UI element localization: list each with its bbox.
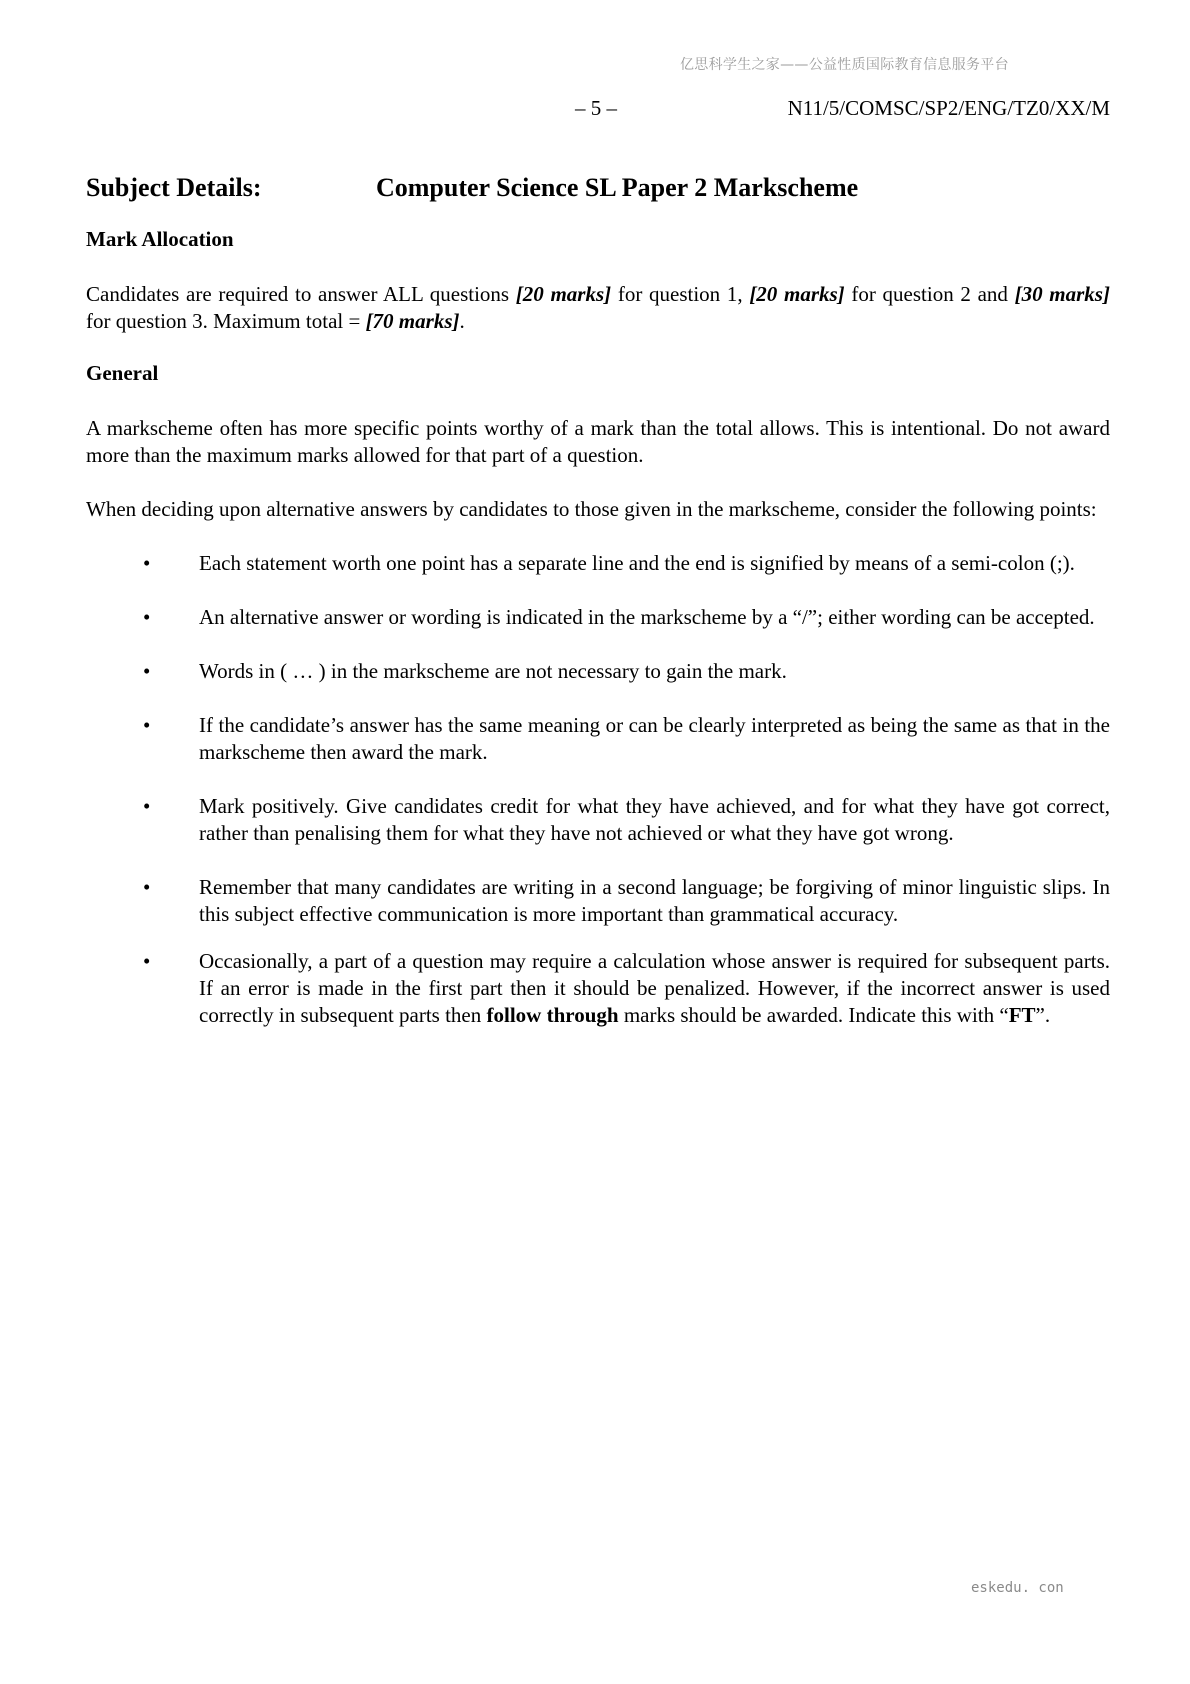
- marks-question-3: [30 marks]: [1014, 282, 1110, 306]
- footer-site-text: eskedu. con: [971, 1580, 1064, 1596]
- bullet-icon: •: [143, 875, 151, 899]
- list-item: [86, 658, 1110, 685]
- mark-allocation-text: for question 3. Maximum total =: [86, 309, 366, 333]
- follow-through-term: follow through: [486, 1003, 619, 1027]
- mark-allocation-text: for question 2 and: [844, 282, 1015, 306]
- list-item-text: An alternative answer or wording is indicated in the markscheme by a “/”; either wording can be accepted.: [199, 605, 1095, 629]
- marks-question-1: [20 marks]: [515, 282, 612, 306]
- page-number: – 5 –: [575, 96, 617, 120]
- list-item-text: Remember that many candidates are writing in a second language; be forgiving of minor linguistic slips. In this subject effective communication is more important than grammatical accuracy.: [199, 875, 1110, 926]
- list-item-text: If the candidate’s answer has the same meaning or can be clearly interpreted as being the same as that in the markscheme then award the mark.: [199, 713, 1110, 764]
- list-item-text: Mark positively. Give candidates credit for what they have achieved, and for what they have got correct, rather than penalising them for what they have not achieved or what they have got wrong.: [199, 794, 1110, 845]
- list-item-text: Each statement worth one point has a separate line and the end is signified by means of a semi-colon (;).: [199, 551, 1075, 575]
- list-item-text-part: marks should be awarded. Indicate this with “: [618, 1003, 1009, 1027]
- bullet-icon: •: [143, 551, 151, 575]
- marks-total: [70 marks]: [365, 309, 460, 333]
- subject-label: Subject Details:: [86, 173, 262, 202]
- list-item: [86, 793, 1110, 847]
- subject-details: [86, 172, 1110, 204]
- marking-points-list: [86, 550, 1110, 1029]
- general-heading: General: [86, 361, 159, 385]
- general-paragraph-2: When deciding upon alternative answers by candidates to those given in the markscheme, consider the following points:: [86, 497, 1097, 521]
- list-item: [86, 948, 1110, 1029]
- document-code: N11/5/COMSC/SP2/ENG/TZ0/XX/M: [787, 96, 1110, 120]
- mark-allocation-text: for question 1,: [611, 282, 750, 306]
- list-item: [86, 604, 1110, 631]
- list-item-text-part: Occasionally, a part of a question may require a calculation whose answer is required for subsequent parts. If an error is made in the first part then it should be penalized. However, if the incorrect answer is used correctly in subsequent parts then: [199, 949, 1110, 1027]
- bullet-icon: •: [143, 794, 151, 818]
- list-item-text: [199, 949, 1110, 1027]
- watermark-text: 亿思科学生之家——公益性质国际教育信息服务平台: [680, 57, 1009, 73]
- mark-allocation-text: .: [459, 309, 465, 333]
- ft-abbreviation: FT: [1008, 1003, 1036, 1027]
- list-item: [86, 874, 1110, 928]
- list-item: [86, 712, 1110, 766]
- mark-allocation-text: Candidates are required to answer ALL questions: [86, 282, 516, 306]
- bullet-icon: •: [143, 713, 151, 737]
- list-item-text: Words in ( … ) in the markscheme are not necessary to gain the mark.: [199, 659, 787, 683]
- general-paragraph-1: A markscheme often has more specific points worthy of a mark than the total allows. This is intentional. Do not award more than the maximum marks allowed for that part of a question.: [86, 416, 1110, 467]
- bullet-icon: •: [143, 949, 151, 973]
- subject-title: Computer Science SL Paper 2 Markscheme: [376, 173, 859, 202]
- bullet-icon: •: [143, 659, 151, 683]
- mark-allocation-paragraph: [86, 281, 1110, 335]
- list-item: [86, 550, 1110, 577]
- mark-allocation-heading: Mark Allocation: [86, 227, 234, 251]
- bullet-icon: •: [143, 605, 151, 629]
- marks-question-2: [20 marks]: [749, 282, 845, 306]
- list-item-text-part: ”.: [1035, 1003, 1051, 1027]
- page-content: [86, 172, 1110, 1029]
